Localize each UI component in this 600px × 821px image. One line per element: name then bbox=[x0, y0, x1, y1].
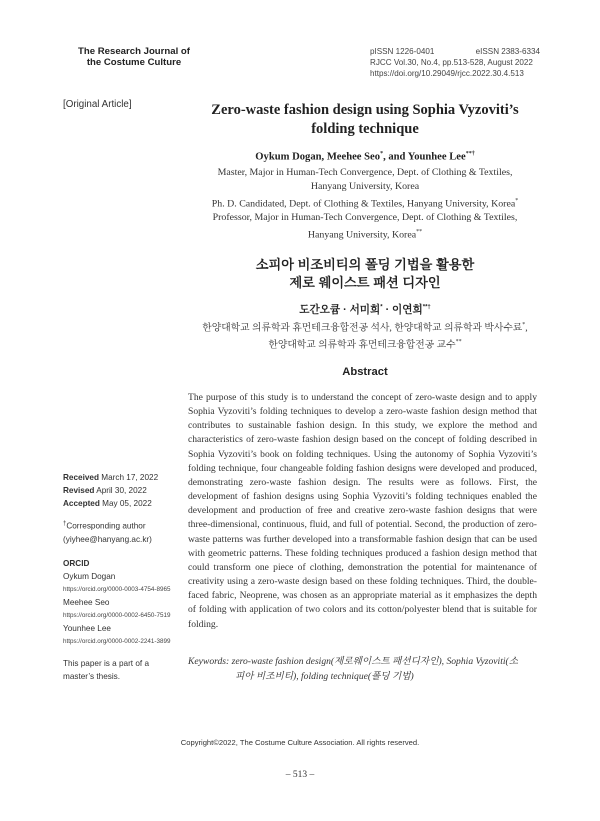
keywords bbox=[188, 654, 538, 684]
author-2-mark: * bbox=[380, 151, 384, 157]
corresponding-author: †Corresponding author (yiyhee@hanyang.ac.kr) bbox=[63, 518, 183, 546]
journal-name bbox=[64, 46, 204, 68]
korean-author-2: 서미희 bbox=[349, 304, 381, 316]
journal-name-line1: The Research Journal of bbox=[78, 46, 190, 57]
korean-affiliation-line2: 한양대학교 의류학과 휴먼테크융합전공 교수** bbox=[268, 339, 462, 351]
pissn: pISSN 1226-0401 bbox=[370, 47, 435, 56]
page-number: – 513 – bbox=[285, 770, 315, 780]
eissn: eISSN 2383-6334 bbox=[475, 47, 540, 56]
citation: RJCC Vol.30, No.4, pp.513-528, August 2022 bbox=[370, 58, 533, 67]
korean-affiliations bbox=[184, 318, 546, 353]
thesis-note: This paper is a part of a master’s thesis. bbox=[63, 659, 150, 681]
orcid-person-1: Oykum Dogan bbox=[63, 572, 116, 581]
orcid-label: ORCID bbox=[63, 559, 90, 568]
korean-title bbox=[190, 256, 540, 292]
korean-affiliation-line1: 한양대학교 의류학과 휴먼테크융합전공 석사, 한양대학교 의류학과 박사수료*, bbox=[202, 322, 528, 334]
korean-author-1: 도간오큠 bbox=[299, 304, 341, 316]
affiliation-line4: Professor, Major in Human-Tech Convergence, Dept. of Clothing & Textiles, bbox=[212, 212, 518, 224]
author-3: Younhee Lee bbox=[407, 151, 466, 163]
author-join: , and bbox=[383, 151, 406, 163]
author-2: Meehee Seo bbox=[326, 151, 381, 163]
orcid-block bbox=[63, 557, 183, 648]
journal-name-line2: the Costume Culture bbox=[86, 57, 182, 68]
accepted-date: May 05, 2022 bbox=[102, 499, 152, 508]
korean-author-3: 이연희 bbox=[392, 304, 423, 316]
affiliation-line1: Master, Major in Human-Tech Convergence, Dept. of Clothing & Textiles, bbox=[217, 167, 513, 178]
article-dates: Received March 17, 2022 Revised April 30, 2022 Accepted May 05, 2022 bbox=[63, 473, 159, 508]
revised-date: April 30, 2022 bbox=[96, 486, 147, 495]
korean-title-line2: 제로 웨이스트 패션 디자인 bbox=[289, 275, 441, 290]
affiliation-line2: Hanyang University, Korea bbox=[310, 181, 420, 192]
affiliations bbox=[184, 166, 546, 243]
author-1: Oykum Dogan, bbox=[255, 151, 325, 163]
keywords-line1: zero-waste fashion design(제로웨이스트 패션디자인), Sophia Vyzoviti(소 bbox=[231, 656, 518, 667]
abstract-heading: Abstract bbox=[342, 366, 388, 378]
keywords-line2: 피아 비조비티), folding technique(폴딩 기법) bbox=[235, 671, 414, 682]
affiliation-line5: Hanyang University, Korea** bbox=[307, 229, 423, 241]
korean-authors: 도간오큠 · 서미희* · 이연희**† bbox=[299, 304, 431, 316]
paper-title bbox=[190, 101, 540, 139]
keywords-label: Keywords: bbox=[188, 656, 230, 667]
author-3-mark: **† bbox=[465, 151, 475, 157]
paper-title-line1: Zero-waste fashion design using Sophia Vyzoviti’s bbox=[211, 102, 519, 118]
article-type: [Original Article] bbox=[63, 99, 132, 110]
orcid-link-1[interactable]: https://orcid.org/0000-0003-4754-8965 bbox=[63, 586, 171, 593]
orcid-link-3[interactable]: https://orcid.org/0000-0002-2241-3899 bbox=[63, 638, 171, 645]
received-date: March 17, 2022 bbox=[101, 473, 159, 482]
abstract-body: The purpose of this study is to understand the concept of zero-waste design and to apply Sophia Vyzoviti’s folding techniques to develop a zero-waste fashion design method that contributes to sustainable fashion design. In this study, we explore the method and characteristics of zero-waste fashion design based on the concept of folding described in Sophia Vyzoviti’s book on folding techniques. Using the autonomy of Sophia Vyzoviti’s folding technique, four changeable folding fashion designs were developed and produced, demonstrating zero-waste fashion design. The results were as follows. First, the development of fashion designs using Sophia Vyzoviti’s folding techniques enabled the development and production of free and creative zero-waste fashion designs that were three-dimensional, continuous, fluid, and full of potential. Second, the production of zero-waste patterns was further developed into a transformable fashion design that can be used with geometric patterns. These folding techniques produced a fashion design method that could transform one piece of clothing, demonstration the potential for maintenance of creativity using a zero-waste design based on these folding techniques. Third, the double-faced fabric, Neoprene, was chosen as an appropriate material as it emphasizes the depth of folding with application of two colors and its cotton/polyester blend that is suitable for folding. bbox=[188, 392, 537, 630]
corresponding-email[interactable]: (yiyhee@hanyang.ac.kr) bbox=[63, 534, 152, 544]
copyright: Copyright©2022, The Costume Culture Association. All rights reserved. bbox=[180, 738, 420, 747]
authors bbox=[190, 151, 540, 163]
paper-title-line2: folding technique bbox=[311, 121, 419, 137]
korean-title-line1: 소피아 비조비티의 폴딩 기법을 활용한 bbox=[255, 257, 475, 272]
issn-block bbox=[370, 46, 540, 79]
affiliation-line3: Ph. D. Candidated, Dept. of Clothing & Textiles, Hanyang University, Korea* bbox=[211, 198, 519, 210]
doi-link[interactable]: https://doi.org/10.29049/rjcc.2022.30.4.513 bbox=[370, 69, 524, 78]
orcid-person-2: Meehee Seo bbox=[63, 598, 110, 607]
orcid-link-2[interactable]: https://orcid.org/0000-0002-6450-7519 bbox=[63, 612, 171, 619]
orcid-person-3: Younhee Lee bbox=[63, 624, 111, 633]
